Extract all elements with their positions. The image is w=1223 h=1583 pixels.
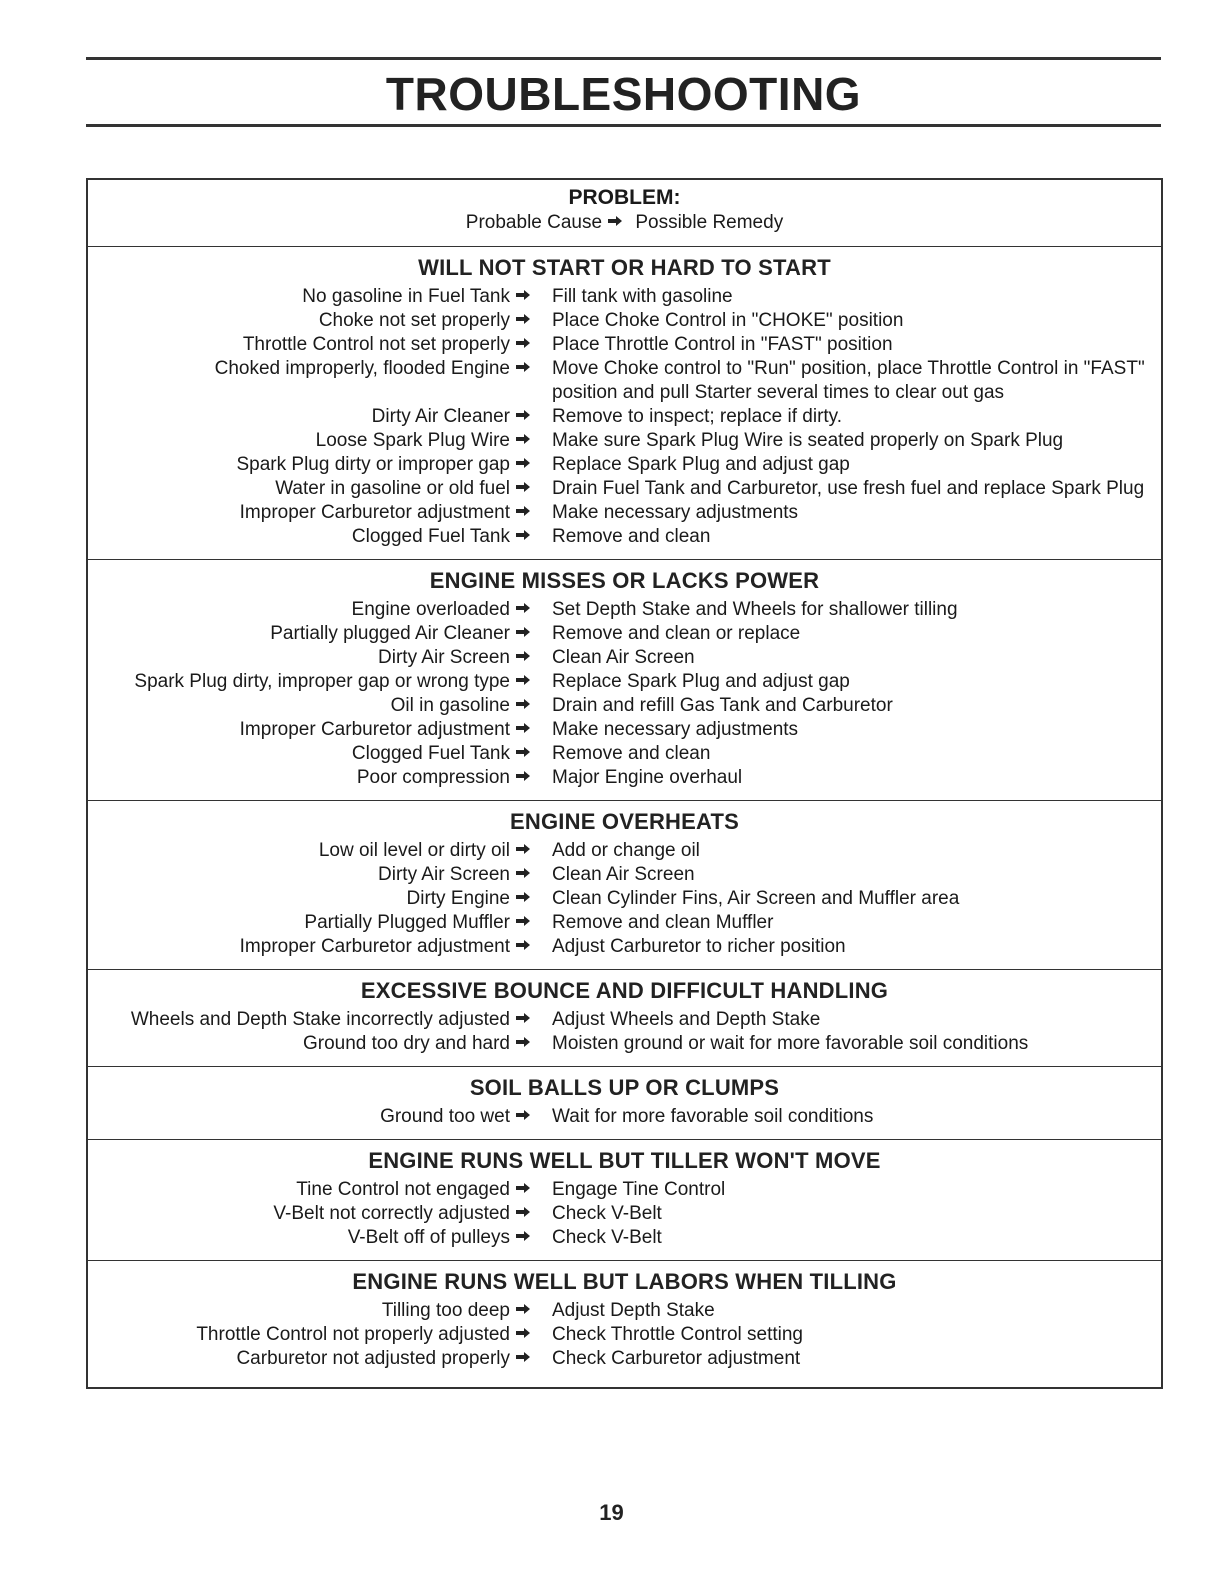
cause-text: Loose Spark Plug Wire bbox=[315, 430, 510, 451]
remedy-cell: Clean Cylinder Fins, Air Screen and Muffler area bbox=[552, 888, 960, 909]
cause-text: Carburetor not adjusted properly bbox=[236, 1348, 510, 1369]
remedy-cell: Make necessary adjustments bbox=[552, 719, 799, 740]
cause-text: Partially Plugged Muffler bbox=[304, 912, 510, 933]
remedy-cell: Place Choke Control in "CHOKE" position bbox=[552, 310, 904, 331]
pointing-hand-icon bbox=[516, 1207, 530, 1217]
cause-cell bbox=[88, 357, 552, 405]
pointing-hand-icon bbox=[516, 1304, 530, 1314]
cause-remedy-row bbox=[88, 1032, 1161, 1056]
remedy-cell: Major Engine overhaul bbox=[552, 767, 743, 788]
cause-text: V-Belt off of pulleys bbox=[347, 1227, 510, 1248]
cause-cell bbox=[88, 1008, 552, 1032]
section-title: ENGINE OVERHEATS bbox=[510, 809, 739, 834]
remedy-cell: Fill tank with gasoline bbox=[552, 286, 733, 307]
problem-section bbox=[88, 247, 1161, 560]
cause-text: Choke not set properly bbox=[318, 310, 510, 331]
cause-cell bbox=[88, 887, 552, 911]
cause-remedy-row bbox=[88, 1105, 1161, 1129]
cause-cell bbox=[88, 285, 552, 309]
cause-remedy-row bbox=[88, 1226, 1161, 1250]
remedy-cell: Set Depth Stake and Wheels for shallower tilling bbox=[552, 599, 958, 620]
cause-text: Dirty Air Screen bbox=[378, 647, 510, 668]
pointing-hand-icon bbox=[516, 603, 530, 613]
cause-text: Spark Plug dirty, improper gap or wrong type bbox=[134, 671, 510, 692]
remedy-cell: Add or change oil bbox=[552, 840, 700, 861]
cause-text: Improper Carburetor adjustment bbox=[239, 502, 510, 523]
cause-remedy-row bbox=[88, 863, 1161, 887]
cause-remedy-row bbox=[88, 1323, 1161, 1347]
cause-remedy-row bbox=[88, 1299, 1161, 1323]
pointing-hand-icon bbox=[516, 747, 530, 757]
section-title: ENGINE MISSES OR LACKS POWER bbox=[429, 568, 820, 593]
cause-remedy-row bbox=[88, 1008, 1161, 1032]
cause-label: Probable Cause bbox=[465, 212, 603, 233]
section-title: SOIL BALLS UP OR CLUMPS bbox=[469, 1075, 780, 1100]
pointing-hand-icon bbox=[516, 627, 530, 637]
cause-remedy-row bbox=[88, 357, 1161, 405]
cause-text: Spark Plug dirty or improper gap bbox=[236, 454, 510, 475]
cause-remedy-row bbox=[88, 622, 1161, 646]
remedy-cell: Clean Air Screen bbox=[552, 864, 695, 885]
cause-cell bbox=[88, 453, 552, 477]
sections-container bbox=[88, 247, 1161, 1387]
remedy-cell: Place Throttle Control in "FAST" position bbox=[552, 334, 893, 355]
cause-cell bbox=[88, 935, 552, 959]
cause-cell bbox=[88, 429, 552, 453]
problem-section bbox=[88, 1140, 1161, 1261]
cause-cell bbox=[88, 718, 552, 742]
cause-remedy-row bbox=[88, 309, 1161, 333]
header-subtitle bbox=[88, 210, 1161, 236]
pointing-hand-icon bbox=[516, 940, 530, 950]
cause-cell bbox=[88, 1323, 552, 1347]
cause-text: Clogged Fuel Tank bbox=[351, 743, 510, 764]
pointing-hand-icon bbox=[516, 1328, 530, 1338]
cause-remedy-row bbox=[88, 405, 1161, 429]
remedy-cell: Adjust Wheels and Depth Stake bbox=[552, 1009, 821, 1030]
remedy-cell: Adjust Carburetor to richer position bbox=[552, 936, 846, 957]
cause-text: Engine overloaded bbox=[351, 599, 510, 620]
remedy-cell: Remove and clean or replace bbox=[552, 623, 801, 644]
troubleshooting-table bbox=[86, 178, 1163, 1389]
cause-cell bbox=[88, 742, 552, 766]
cause-text: Ground too wet bbox=[380, 1106, 510, 1127]
remedy-cell: Make necessary adjustments bbox=[552, 502, 799, 523]
cause-text: Wheels and Depth Stake incorrectly adjusted bbox=[130, 1009, 510, 1030]
pointing-hand-icon bbox=[516, 675, 530, 685]
cause-remedy-row bbox=[88, 333, 1161, 357]
cause-remedy-row bbox=[88, 285, 1161, 309]
remedy-cell: Remove and clean bbox=[552, 743, 711, 764]
cause-remedy-row bbox=[88, 887, 1161, 911]
cause-cell bbox=[88, 1226, 552, 1250]
pointing-hand-icon bbox=[516, 651, 530, 661]
table-header bbox=[88, 180, 1161, 247]
pointing-hand-icon bbox=[516, 338, 530, 348]
section-title: ENGINE RUNS WELL BUT TILLER WON'T MOVE bbox=[368, 1148, 881, 1173]
cause-remedy-row bbox=[88, 1347, 1161, 1371]
remedy-cell: Check Carburetor adjustment bbox=[552, 1348, 801, 1369]
cause-remedy-row bbox=[88, 1178, 1161, 1202]
problem-section bbox=[88, 1067, 1161, 1140]
problem-label: PROBLEM: bbox=[568, 186, 681, 209]
problem-section bbox=[88, 801, 1161, 970]
cause-text: Clogged Fuel Tank bbox=[351, 526, 510, 547]
section-title: EXCESSIVE BOUNCE AND DIFFICULT HANDLING bbox=[360, 978, 889, 1003]
cause-text: Improper Carburetor adjustment bbox=[239, 936, 510, 957]
cause-remedy-row bbox=[88, 766, 1161, 790]
cause-remedy-row bbox=[88, 911, 1161, 935]
cause-cell bbox=[88, 1032, 552, 1056]
cause-text: Dirty Engine bbox=[406, 888, 510, 909]
cause-remedy-row bbox=[88, 525, 1161, 549]
pointing-hand-icon bbox=[516, 362, 530, 372]
remedy-cell: Drain Fuel Tank and Carburetor, use fresh fuel and replace Spark Plug bbox=[552, 478, 1145, 499]
cause-cell bbox=[88, 863, 552, 887]
cause-text: V-Belt not correctly adjusted bbox=[273, 1203, 510, 1224]
cause-cell bbox=[88, 839, 552, 863]
pointing-hand-icon bbox=[516, 482, 530, 492]
pointing-hand-icon bbox=[516, 530, 530, 540]
cause-remedy-row bbox=[88, 935, 1161, 959]
section-title: ENGINE RUNS WELL BUT LABORS WHEN TILLING bbox=[352, 1269, 897, 1294]
bottom-rule bbox=[86, 124, 1161, 127]
cause-cell bbox=[88, 525, 552, 549]
section-title: WILL NOT START OR HARD TO START bbox=[418, 255, 831, 280]
cause-text: Throttle Control not properly adjusted bbox=[196, 1324, 510, 1345]
cause-text: Low oil level or dirty oil bbox=[318, 840, 510, 861]
remedy-cell: Wait for more favorable soil conditions bbox=[552, 1106, 874, 1127]
cause-cell bbox=[88, 911, 552, 935]
pointing-hand-icon bbox=[516, 314, 530, 324]
remedy-cell: Make sure Spark Plug Wire is seated properly on Spark Plug bbox=[552, 430, 1064, 451]
remedy-cell: Adjust Depth Stake bbox=[552, 1300, 715, 1321]
pointing-hand-icon bbox=[516, 868, 530, 878]
pointing-hand-icon bbox=[516, 916, 530, 926]
pointing-hand-icon bbox=[516, 434, 530, 444]
cause-cell bbox=[88, 477, 552, 501]
cause-cell bbox=[88, 694, 552, 718]
cause-text: Poor compression bbox=[356, 767, 510, 788]
pointing-hand-icon bbox=[516, 892, 530, 902]
remedy-cell: Remove and clean bbox=[552, 526, 711, 547]
remedy-cell: Moisten ground or wait for more favorable soil conditions bbox=[552, 1033, 1029, 1054]
pointing-hand-icon bbox=[516, 1037, 530, 1047]
cause-cell bbox=[88, 333, 552, 357]
pointing-hand-icon bbox=[516, 844, 530, 854]
remedy-cell: Check V-Belt bbox=[552, 1227, 662, 1248]
pointing-hand-icon bbox=[516, 771, 530, 781]
cause-cell bbox=[88, 670, 552, 694]
problem-section bbox=[88, 970, 1161, 1067]
page-title: TROUBLESHOOTING bbox=[385, 68, 862, 120]
cause-cell bbox=[88, 309, 552, 333]
cause-text: No gasoline in Fuel Tank bbox=[302, 286, 510, 307]
pointing-hand-icon bbox=[516, 1110, 530, 1120]
problem-section bbox=[88, 560, 1161, 801]
remedy-cell: Engage Tine Control bbox=[552, 1179, 726, 1200]
cause-remedy-row bbox=[88, 718, 1161, 742]
pointing-hand-icon bbox=[516, 506, 530, 516]
pointing-hand-icon bbox=[516, 699, 530, 709]
remedy-cell: Remove to inspect; replace if dirty. bbox=[552, 406, 843, 427]
cause-cell bbox=[88, 1202, 552, 1226]
cause-text: Dirty Air Screen bbox=[378, 864, 510, 885]
cause-text: Tine Control not engaged bbox=[296, 1179, 510, 1200]
cause-text: Dirty Air Cleaner bbox=[371, 406, 510, 427]
pointing-hand-icon bbox=[516, 723, 530, 733]
cause-remedy-row bbox=[88, 742, 1161, 766]
cause-text: Improper Carburetor adjustment bbox=[239, 719, 510, 740]
cause-remedy-row bbox=[88, 501, 1161, 525]
cause-text: Water in gasoline or old fuel bbox=[275, 478, 510, 499]
remedy-cell: Move Choke control to "Run" position, place Throttle Control in "FAST" position and pull Starter several times to clear out gas bbox=[552, 358, 1145, 403]
cause-cell bbox=[88, 405, 552, 429]
cause-remedy-row bbox=[88, 429, 1161, 453]
cause-text: Throttle Control not set properly bbox=[242, 334, 510, 355]
cause-cell bbox=[88, 766, 552, 790]
cause-remedy-row bbox=[88, 670, 1161, 694]
pointing-hand-icon bbox=[516, 1013, 530, 1023]
cause-text: Choked improperly, flooded Engine bbox=[214, 358, 510, 379]
pointing-hand-icon bbox=[516, 1352, 530, 1362]
remedy-cell: Remove and clean Muffler bbox=[552, 912, 774, 933]
cause-remedy-row bbox=[88, 646, 1161, 670]
cause-text: Partially plugged Air Cleaner bbox=[270, 623, 510, 644]
cause-remedy-row bbox=[88, 694, 1161, 718]
cause-cell bbox=[88, 598, 552, 622]
cause-text: Ground too dry and hard bbox=[302, 1033, 510, 1054]
cause-text: Oil in gasoline bbox=[390, 695, 510, 716]
cause-cell bbox=[88, 1299, 552, 1323]
remedy-label: Possible Remedy bbox=[635, 212, 784, 233]
cause-remedy-row bbox=[88, 598, 1161, 622]
remedy-cell: Check V-Belt bbox=[552, 1203, 662, 1224]
remedy-cell: Drain and refill Gas Tank and Carburetor bbox=[552, 695, 893, 716]
pointing-hand-icon bbox=[516, 1231, 530, 1241]
pointing-hand-icon bbox=[516, 1183, 530, 1193]
pointing-hand-icon bbox=[516, 290, 530, 300]
cause-remedy-row bbox=[88, 453, 1161, 477]
cause-text: Tilling too deep bbox=[381, 1300, 510, 1321]
cause-remedy-row bbox=[88, 1202, 1161, 1226]
cause-cell bbox=[88, 622, 552, 646]
cause-remedy-row bbox=[88, 477, 1161, 501]
page-number: 19 bbox=[599, 1500, 624, 1525]
cause-cell bbox=[88, 501, 552, 525]
top-rule bbox=[86, 57, 1161, 60]
cause-cell bbox=[88, 1178, 552, 1202]
problem-section bbox=[88, 1261, 1161, 1387]
pointing-hand-icon bbox=[516, 410, 530, 420]
cause-cell bbox=[88, 1347, 552, 1371]
remedy-cell: Check Throttle Control setting bbox=[552, 1324, 803, 1345]
cause-cell bbox=[88, 646, 552, 670]
cause-cell bbox=[88, 1105, 552, 1129]
pointing-hand-icon bbox=[608, 216, 622, 226]
remedy-cell: Replace Spark Plug and adjust gap bbox=[552, 671, 850, 692]
pointing-hand-icon bbox=[516, 458, 530, 468]
remedy-cell: Clean Air Screen bbox=[552, 647, 695, 668]
cause-remedy-row bbox=[88, 839, 1161, 863]
remedy-cell: Replace Spark Plug and adjust gap bbox=[552, 454, 850, 475]
